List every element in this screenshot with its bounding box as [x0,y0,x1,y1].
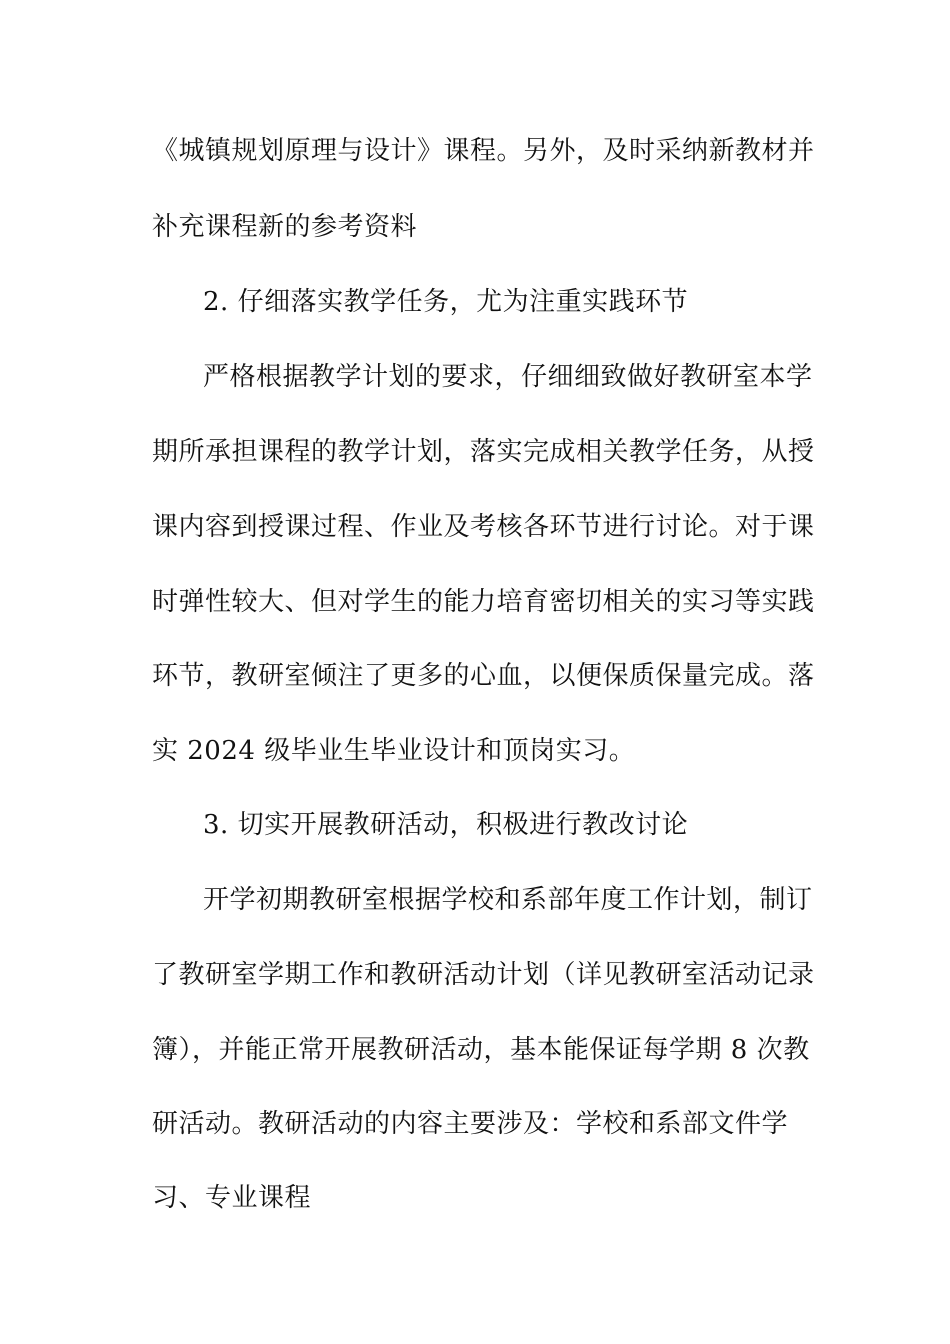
paragraph-line: 时弹性较大、但对学生的能力培育密切相关的实习等实践 [152,587,815,617]
paragraph-line: 《城镇规划原理与设计》课程。另外，及时采纳新教材并 [152,136,815,166]
paragraph-line: 簿），并能正常开展教研活动，基本能保证每学期 8 次教 [152,1035,810,1065]
paragraph-line: 期所承担课程的教学计划，落实完成相关教学任务，从授 [152,437,815,467]
section-heading-3: 3. 切实开展教研活动，积极进行教改讨论 [203,810,689,840]
paragraph-line: 习、专业课程 [152,1183,312,1213]
paragraph-line: 开学初期教研室根据学校和系部年度工作计划，制订 [203,885,813,915]
paragraph-line: 补充课程新的参考资料 [152,212,418,242]
paragraph-line: 严格根据教学计划的要求，仔细细致做好教研室本学 [203,362,813,392]
paragraph-line: 课内容到授课过程、作业及考核各环节进行讨论。对于课 [152,512,815,542]
section-heading-2: 2. 仔细落实教学任务，尤为注重实践环节 [203,287,689,317]
paragraph-line: 了教研室学期工作和教研活动计划（详见教研室活动记录 [152,960,815,990]
paragraph-line: 研活动。教研活动的内容主要涉及：学校和系部文件学 [152,1109,789,1139]
paragraph-line: 环节，教研室倾注了更多的心血，以便保质保量完成。落 [152,661,815,691]
paragraph-line: 实 2024 级毕业生毕业设计和顶岗实习。 [152,736,636,766]
